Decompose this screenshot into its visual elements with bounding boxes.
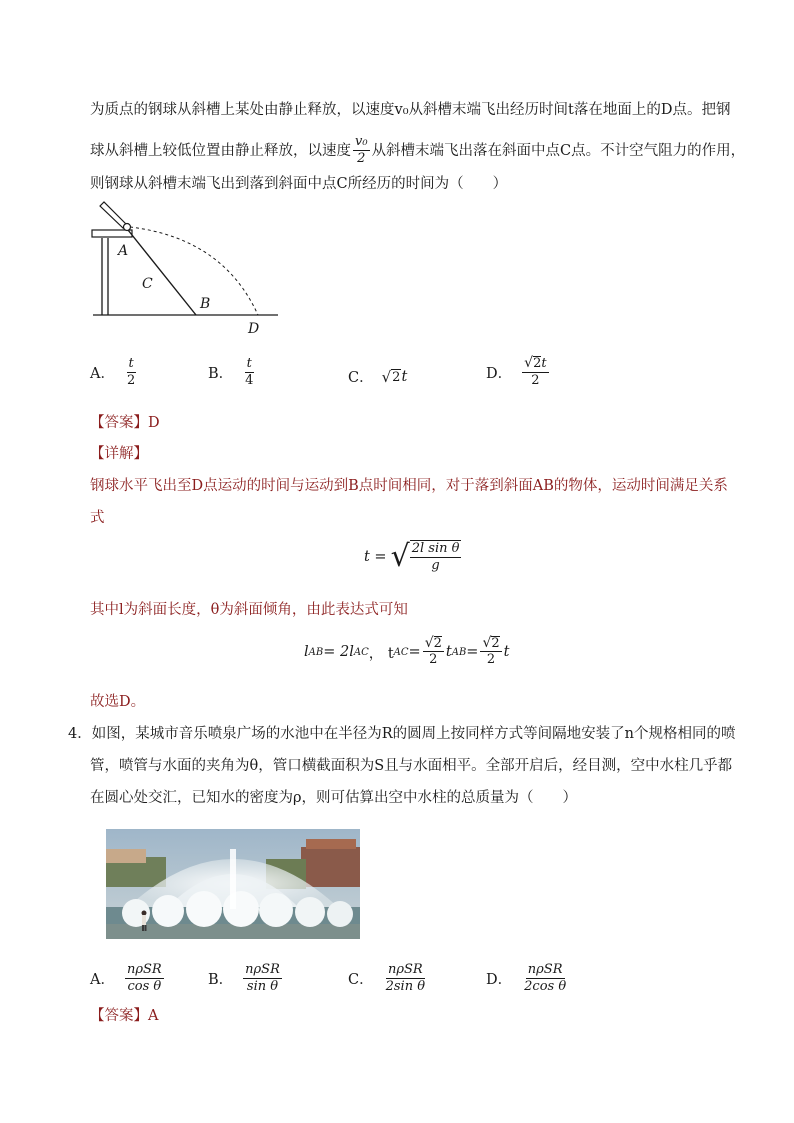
- incline-figure: [88, 198, 288, 338]
- q3-line-2-a: 球从斜槽上较低位置由静止释放，以速度: [90, 142, 351, 159]
- figure-label-b: B: [200, 296, 211, 312]
- figure-label-d: D: [248, 321, 260, 337]
- q3-answer: 【答案】D: [90, 415, 160, 431]
- fountain-image: [106, 829, 360, 939]
- q3-detail-line-1: 钢球水平飞出至D点运动的时间与运动到B点时间相同，对于落到斜面AB的物体，运动时间满足关系: [90, 478, 728, 494]
- q4-line-2: 管，喷管与水面的夹角为θ，管口横截面积为S且与水面相平。全部开启后，经目测，空中水柱几乎都: [90, 758, 733, 774]
- q3-option-c[interactable]: C． √ 2 t: [348, 367, 408, 386]
- q4-option-a[interactable]: A． $\frac{\text{nρSR}}{\text{cos θ}}$: [90, 962, 162, 994]
- figure-label-a: A: [118, 243, 129, 259]
- q3-option-a[interactable]: A． $\frac{t}{2}$: [90, 356, 136, 388]
- q4-option-c[interactable]: C． $\frac{\text{nρSR}}{\text{2sin θ}}$: [348, 962, 426, 994]
- formula-time: t = √ $\frac{\text{2l sin θ}}{g}$: [364, 539, 460, 574]
- q3-conclusion: 故选D。: [90, 694, 146, 710]
- q4-option-b[interactable]: B． $\frac{\text{nρSR}}{\text{sin θ}}$: [208, 962, 280, 994]
- q3-detail-tag: 【详解】: [90, 446, 148, 462]
- q4-line-1: 4．如图，某城市音乐喷泉广场的水池中在半径为R的圆周上按同样方式等间隔地安装了n个规格相同的喷: [68, 726, 736, 742]
- q3-line-2-fraction: $\frac{\text{v₀}}{2}$: [355, 134, 368, 166]
- q3-option-b[interactable]: B． $\frac{t}{4}$: [208, 356, 254, 388]
- q3-detail-line-2: 式: [90, 510, 105, 526]
- q3-line-1: 为质点的钢球从斜槽上某处由静止释放，以速度v₀从斜槽末端飞出经历时间t落在地面上的D点。把钢: [90, 102, 731, 118]
- q3-line-2: [90, 134, 745, 167]
- q3-detail-line-3: 其中l为斜面长度，θ为斜面倾角，由此表达式可知: [90, 602, 408, 618]
- formula-relation: l AB = 2l AC ， t AC = √ 2 2 t AB = √ 2 2 t: [304, 635, 510, 667]
- figure-label-c: C: [142, 276, 153, 292]
- q3-line-2-b: 从斜槽末端飞出落在斜面中点C点。不计空气阻力的作用，: [371, 142, 746, 159]
- q3-line-3: 则钢球从斜槽末端飞出到落到斜面中点C所经历的时间为（ ）: [90, 176, 508, 192]
- fountain-photo: [106, 829, 360, 939]
- q3-option-d[interactable]: D． √ 2 t 2: [486, 355, 547, 388]
- q4-line-3: 在圆心处交汇，已知水的密度为ρ，则可估算出空中水柱的总质量为（ ）: [90, 790, 578, 806]
- q4-option-d[interactable]: D． $\frac{\text{nρSR}}{\text{2cos θ}}$: [486, 962, 567, 994]
- q4-answer: 【答案】A: [90, 1008, 159, 1024]
